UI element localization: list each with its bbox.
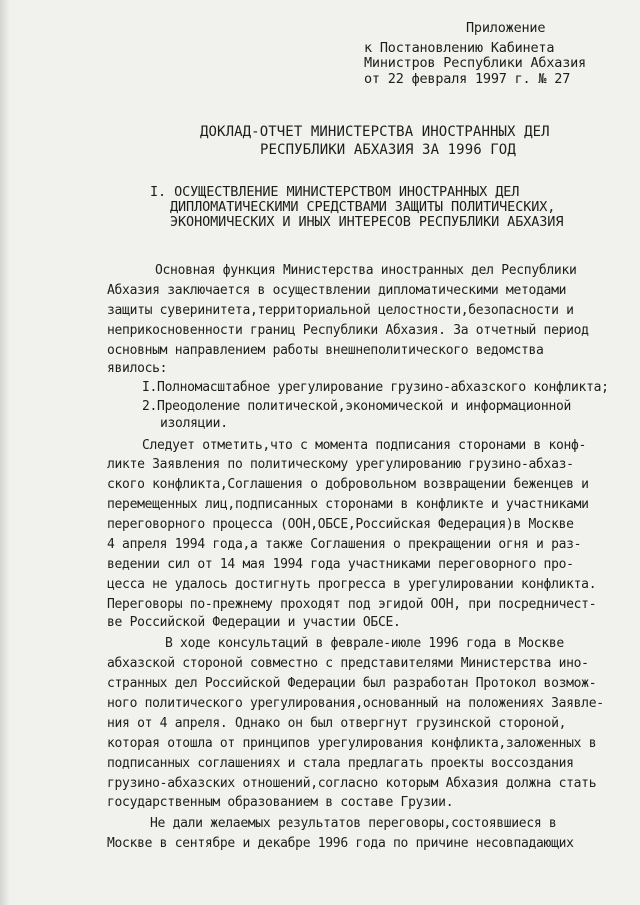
paragraph-line: Москве в сентябре и декабре 1996 года по причине несовпадающих: [107, 836, 574, 851]
paragraph-line: неприкосновенности границ Республики Абхазия. За отчетный период: [107, 323, 589, 338]
paragraph-line: Следует отметить,что с момента подписания сторонами в конф-: [142, 438, 587, 453]
paragraph-line: ведении сил от 14 мая 1994 года участниками переговорного про-: [107, 557, 574, 572]
list-item: I.Полномасштабное урегулирование грузино-абхазского конфликта;: [142, 380, 609, 395]
paragraph-line: подписанных соглашениях и стала предлагать проекты воссоздания: [107, 756, 574, 771]
appendix-date: от 22 февраля 1997 г. № 27: [364, 71, 571, 87]
paragraph-line: ликте Заявления по политическому урегулированию грузино-абхаз-: [107, 457, 574, 472]
paragraph-line: грузино-абхазских отношений,согласно которым Абхазия должна стать: [107, 776, 597, 791]
paragraph-line: 4 апреля 1994 года,а также Соглашения о прекращении огня и раз-: [107, 537, 582, 552]
paragraph-line: ния от 4 апреля. Однако он был отвергнут грузинской стороной,: [107, 716, 567, 731]
paragraph-line: Не дали желаемых результатов переговоры,состоявшиеся в: [150, 816, 557, 831]
paragraph-line: абхазской стороной совместно с представителями Министерства ино-: [107, 656, 589, 671]
paragraph-line: ского конфликта,Соглашения о добровольном возвращении беженцев и: [107, 477, 589, 492]
section-heading-line: I. ОСУЩЕСТВЛЕНИЕ МИНИСТЕРСТВОМ ИНОСТРАННЫХ ДЕЛ: [150, 184, 520, 200]
paragraph-line: ного политического урегулирования,основанный на положениях Заявле-: [107, 696, 604, 711]
list-item-continuation: изоляции.: [160, 416, 228, 431]
title-line: ДОКЛАД-ОТЧЕТ МИНИСТЕРСТВА ИНОСТРАННЫХ ДЕЛ: [200, 124, 550, 140]
section-heading-line: ДИПЛОМАТИЧЕСКИМИ СРЕДСТВАМИ ЗАЩИТЫ ПОЛИТИЧЕСКИХ,: [170, 199, 556, 215]
paragraph-line: перемещенных лиц,подписанных сторонами в конфликте и участниками: [107, 497, 589, 512]
paragraph-line: явилось:: [107, 361, 168, 376]
appendix-line: Приложение: [466, 20, 546, 36]
appendix-line: Министров Республики Абхазия: [364, 55, 586, 71]
scan-edge-shadow: [0, 0, 10, 905]
paragraph-line: которая отошла от принципов урегулирования конфликта,заложенных в: [107, 736, 597, 751]
paragraph-line: ве Российской Федерации и участии ОБСЕ.: [107, 615, 401, 630]
paragraph-line: Абхазия заключается в осуществлении дипломатическими методами: [107, 283, 567, 298]
paragraph-line: Переговоры по-прежнему проходят под эгидой ООН, при посредничест-: [107, 597, 597, 612]
title-line: РЕСПУБЛИКИ АБХАЗИЯ ЗА 1996 ГОД: [260, 142, 516, 158]
list-item: 2.Преодоление политической,экономической и информационной: [142, 399, 572, 414]
section-heading-line: ЭКОНОМИЧЕСКИХ И ИНЫХ ИНТЕРЕСОВ РЕСПУБЛИКИ АБХАЗИЯ: [170, 214, 564, 230]
paragraph-line: основным направлением работы внешнеполитического ведомства: [107, 343, 544, 358]
paragraph-line: В ходе консультаций в феврале-июле 1996 года в Москве: [165, 636, 564, 651]
paragraph-line: цесса не удалось достигнуть прогресса в урегулировании конфликта.: [107, 577, 597, 592]
paragraph-line: переговорного процесса (ООН,ОБСЕ,Российская Федерация)в Москве: [107, 517, 574, 532]
appendix-line: к Постановлению Кабинета: [364, 40, 555, 56]
paragraph-line: государственным образованием в составе Грузии.: [107, 795, 454, 810]
paragraph-line: Основная функция Министерства иностранных дел Республики: [155, 263, 577, 278]
paragraph-line: странных дел Российской Федерации был разработан Протокол возмож-: [107, 676, 597, 691]
paragraph-line: защиты суверинитета,территориальной целостности,безопасности и: [107, 303, 574, 318]
